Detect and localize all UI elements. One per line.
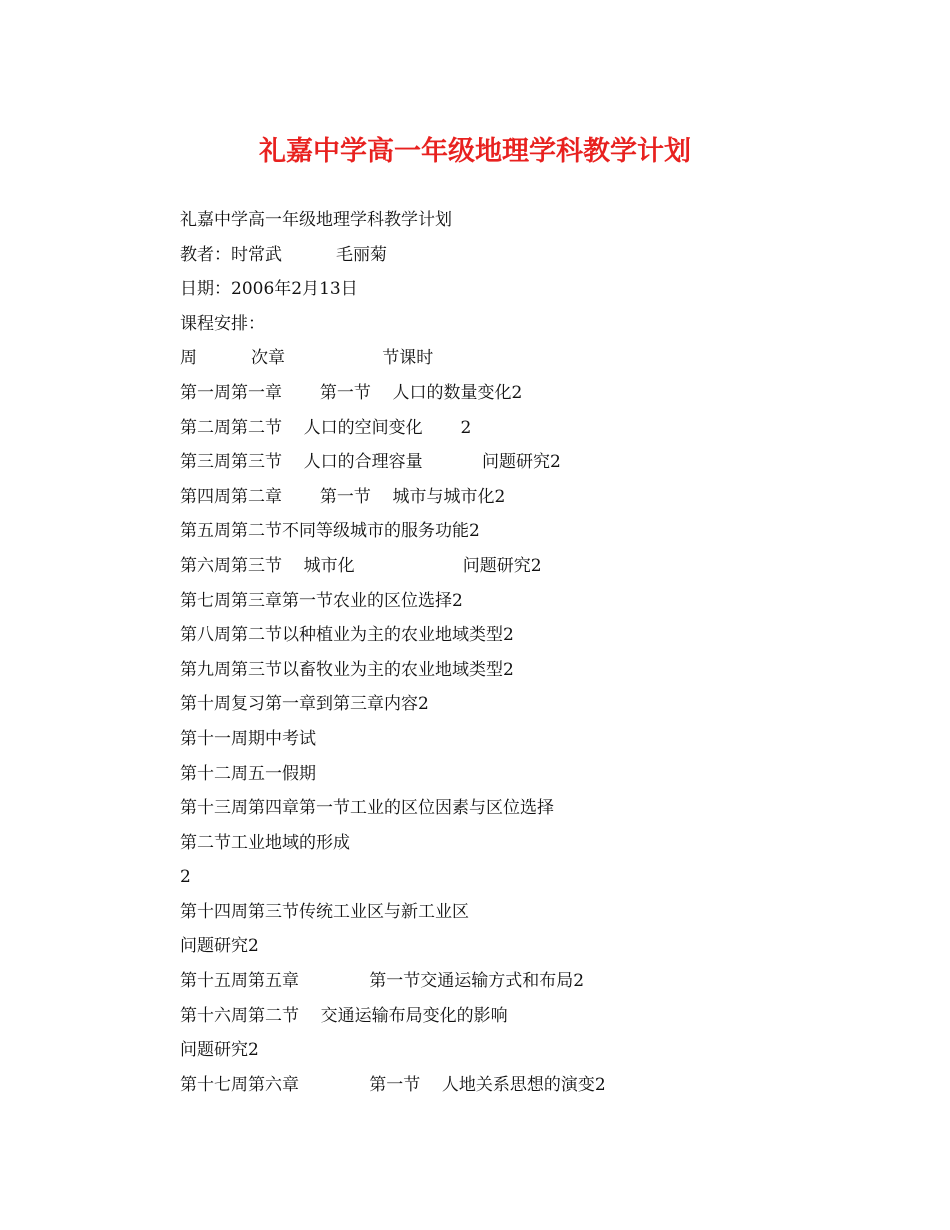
document-body — [180, 203, 880, 1102]
text-line: 周 次章 节课时 — [180, 348, 434, 369]
text-line: 第十三周第四章第一节工业的区位因素与区位选择 — [180, 798, 554, 819]
text-line: 第六周第三节 城市化 问题研究2 — [180, 555, 542, 576]
text-line: 第十五周第五章 第一节交通运输方式和布局2 — [180, 971, 585, 992]
text-line: 第二周第二节 人口的空间变化 2 — [180, 417, 472, 438]
text-line: 第十四周第三节传统工业区与新工业区 — [180, 901, 469, 922]
text-line: 第四周第二章 第一节 城市与城市化2 — [180, 486, 506, 507]
text-line: 教者：时常武 毛丽菊 — [180, 244, 388, 265]
text-line: 第一周第一章 第一节 人口的数量变化2 — [180, 382, 523, 403]
text-line: 2 — [180, 867, 191, 888]
text-line: 第九周第三节以畜牧业为主的农业地域类型2 — [180, 659, 514, 680]
document-title: 礼嘉中学高一年级地理学科教学计划 — [259, 136, 691, 167]
text-line: 第七周第三章第一节农业的区位选择2 — [180, 590, 463, 611]
text-line: 课程安排： — [180, 313, 265, 334]
text-line: 第五周第二节不同等级城市的服务功能2 — [180, 521, 480, 542]
text-line: 问题研究2 — [180, 936, 259, 957]
text-line: 第十周复习第一章到第三章内容2 — [180, 694, 429, 715]
text-line: 第二节工业地域的形成 — [180, 832, 350, 853]
text-line: 礼嘉中学高一年级地理学科教学计划 — [180, 210, 452, 230]
text-line: 第十一周期中考试 — [180, 728, 316, 749]
text-line: 第十六周第二节 交通运输布局变化的影响 — [180, 1005, 508, 1026]
text-line: 第八周第二节以种植业为主的农业地域类型2 — [180, 625, 514, 646]
text-line: 问题研究2 — [180, 1040, 259, 1061]
text-line: 第十七周第六章 第一节 人地关系思想的演变2 — [180, 1074, 606, 1095]
text-line: 第十二周五一假期 — [180, 763, 316, 784]
text-line: 第三周第三节 人口的合理容量 问题研究2 — [180, 452, 561, 473]
text-line: 日期：2006年2月13日 — [180, 279, 358, 300]
